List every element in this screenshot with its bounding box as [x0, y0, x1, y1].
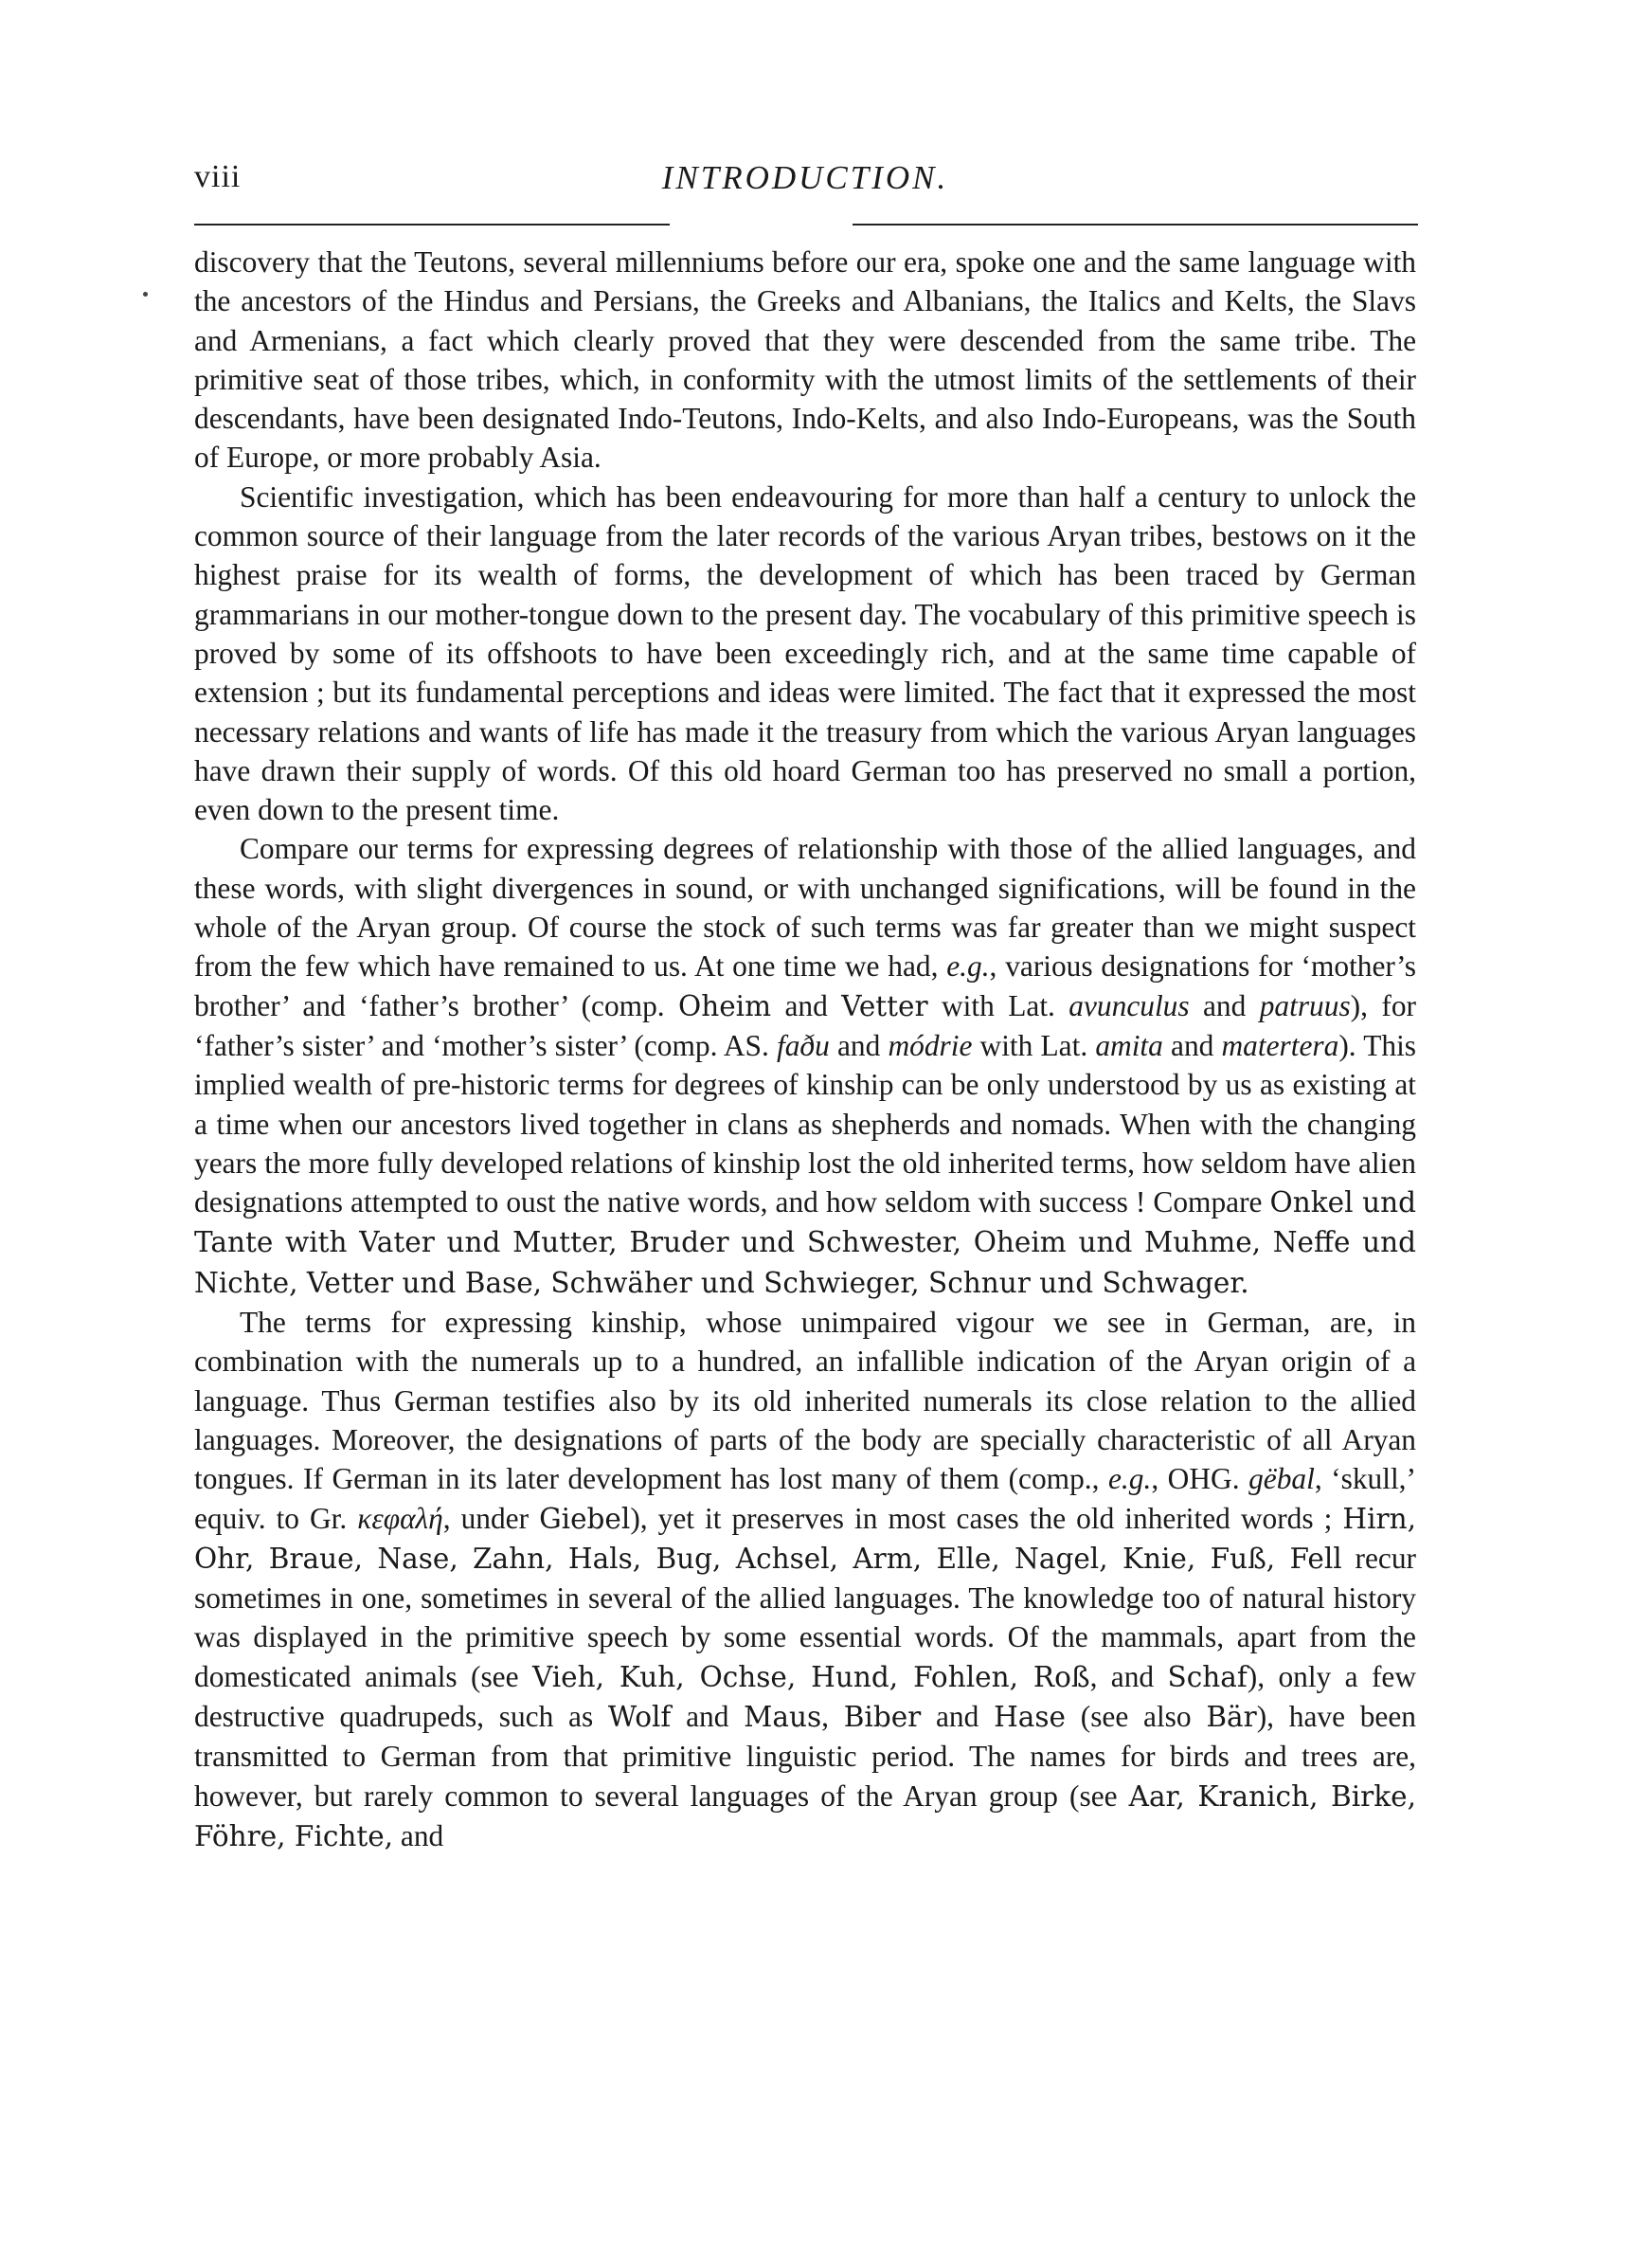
p3-text: and [829, 1028, 889, 1062]
p4-text: and [393, 1818, 444, 1852]
p4-tree-words: Aar, Kranich, Birke, Föhre, Fichte, [194, 1779, 1416, 1852]
p3-text: with Lat. [972, 1028, 1096, 1062]
margin-mark [143, 292, 148, 297]
p4-german-word: Wolf [607, 1700, 672, 1733]
p4-german-word: Bär [1206, 1700, 1257, 1733]
p4-text: recur sometimes in one, sometimes in several of the allied languages. The knowledge too of natural history was displayed in the primitive speech by some essential words. Of the mammals, apart from the domesticated animals (see [194, 1541, 1416, 1693]
p4-german-word: Maus [744, 1700, 822, 1733]
p3-text: , various designations for ‘mother’s brother’ and ‘father’s brother’ (comp. [194, 949, 1416, 1022]
p4-animal-words: Vieh, Kuh, Ochse, Hund, Fohlen, Roß [531, 1660, 1090, 1693]
p3-latin-word: matertera [1221, 1028, 1339, 1062]
p4-german-word: Hase [994, 1700, 1066, 1733]
p3-text: Compare our terms for expressing degrees of relationship with those of the allied languages, and these words, with slight divergences in sound, or with unchanged significations, will be found in the whole of the Aryan group. Of course the stock of such terms was far greater than we might suspect from the few which have remained to us. At one time we had, [194, 832, 1416, 984]
p4-text: , under [442, 1501, 540, 1535]
p3-german-pairs: Onkel und Tante with Vater und Mutter, Bruder und Schwester, Oheim und Muhme, Neffe und Nichte, Vetter und Base, Schwäher und Schwieger, Schnur und Schwager. [194, 1186, 1416, 1299]
p3-text: ), for ‘father’s sister’ and ‘mother’s sister’ (comp. AS. [194, 988, 1416, 1062]
p4-text: , and [1089, 1659, 1168, 1693]
p4-eg: e.g. [1107, 1462, 1152, 1496]
p4-text: (see also [1066, 1699, 1207, 1733]
header-rule-right [853, 224, 1418, 226]
p4-text: , [821, 1699, 844, 1733]
p4-german-word: Schaf [1167, 1660, 1248, 1693]
body-text [194, 243, 1416, 1856]
p4-ohg-word: gëbal [1248, 1462, 1315, 1496]
page-header [194, 159, 1416, 216]
page-number: viii [194, 159, 242, 194]
p4-text: , ‘skull,’ equiv. to Gr. [194, 1462, 1416, 1535]
p4-body-words: Hirn, Ohr, Braue, Nase, Zahn, Hals, Bug, Achsel, Arm, Elle, Nagel, Knie, Fuß, Fell [194, 1502, 1416, 1575]
paragraph-1: discovery that the Teutons, several millenniums before our era, spoke one and the same language with the ancestors of the Hindus and Persians, the Greeks and Albanians, the Italics and Kelts, the Slavs and Armenians, a fact which clearly proved that they were descended from the same tribe. The primitive seat of those tribes, which, in conformity with the utmost limits of the settlements of their descendants, have been designated Indo-Teutons, Indo-Kelts, and also Indo-Europeans, was the South of Europe, or more probably Asia. [194, 245, 1416, 475]
p3-latin-word: amita [1095, 1028, 1163, 1062]
header-rule-left [194, 224, 670, 226]
p3-latin-word: avunculus [1068, 988, 1190, 1022]
p4-text: ), yet it preserves in most cases the old inherited words ; [630, 1501, 1343, 1535]
paragraph-3 [194, 829, 1416, 1303]
p3-text: and [771, 988, 842, 1022]
p4-german-word: Giebel [539, 1502, 631, 1535]
paragraph-4 [194, 1303, 1416, 1856]
p4-text: , OHG. [1151, 1462, 1249, 1496]
p3-eg: e.g. [946, 949, 990, 984]
p3-as-word: faðu [777, 1028, 830, 1062]
p4-german-word: Biber [843, 1700, 922, 1733]
p4-text: The terms for expressing kinship, whose unimpaired vigour we see in German, are, in combination with the numerals up to a hundred, an infallible indication of the Aryan origin of a language. Thus German testifies also by its old inherited numerals its close relation to the allied languages. Moreover, the designations of parts of the body are specially characteristic of all Aryan tongues. If German in its later development has lost many of them (comp., [194, 1306, 1416, 1496]
p4-text: ), only a few destructive quadrupeds, such as [194, 1659, 1417, 1733]
p3-text: ). This implied wealth of pre-historic terms for degrees of kinship can be only understood by us as existing at a time when our ancestors lived together in clans as shepherds and nomads. When with the changing years the more fully developed relations of kinship lost the old inherited terms, how seldom have alien designations attempted to oust the native words, and how seldom with success ! Compare [194, 1028, 1417, 1219]
p4-text: and [671, 1699, 745, 1733]
p3-text: and [1189, 988, 1260, 1022]
p4-greek-word: κεφαλή [357, 1501, 443, 1535]
p3-german-word: Vetter [841, 989, 928, 1022]
p3-german-word: Oheim [678, 989, 772, 1022]
p3-text: with Lat. [927, 988, 1069, 1022]
p3-as-word: módrie [888, 1028, 973, 1062]
p4-text: and [921, 1699, 995, 1733]
p3-text: and [1162, 1028, 1222, 1062]
p3-latin-word: patruus [1259, 988, 1351, 1022]
paragraph-2: Scientific investigation, which has been endeavouring for more than half a century to unlock the common source of their language from the later records of the various Aryan tribes, bestows on it the highest praise for its wealth of forms, the development of which has been traced by German grammarians in our mother-tongue down to the present day. The vocabulary of this primitive speech is proved by some of its offshoots to have been exceedingly rich, and at the same time capable of extension ; but its fundamental perceptions and ideas were limited. The fact that it expressed the most necessary relations and wants of life has made it the treasury from which the various Aryan languages have drawn their supply of words. Of this old hoard German too has preserved no small a portion, even down to the present time. [194, 479, 1416, 827]
p4-text: ), have been transmitted to German from that primitive linguistic period. The names for birds and trees are, however, but rarely common to several languages of the Aryan group (see [194, 1699, 1416, 1813]
running-head: INTRODUCTION. [661, 159, 949, 196]
